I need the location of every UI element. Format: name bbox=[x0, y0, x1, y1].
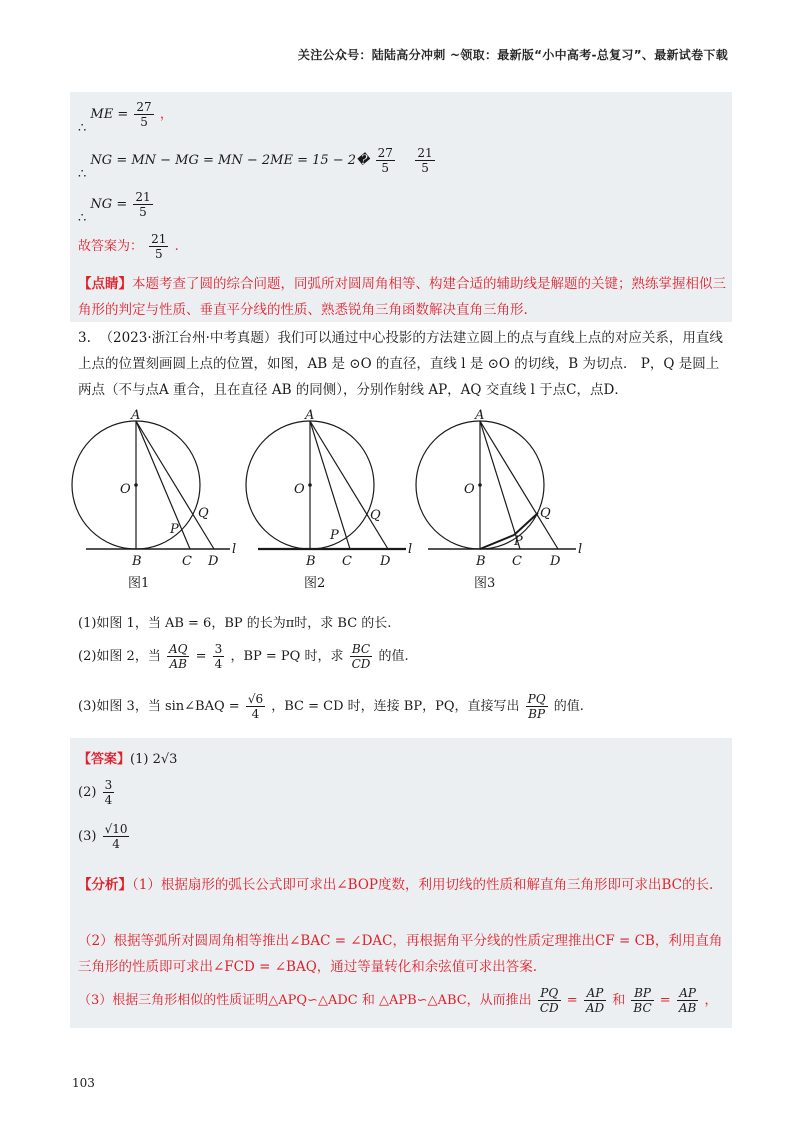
label-C: C bbox=[342, 554, 352, 569]
problem-statement: 3. （2023·浙江台州·中考真题）我们可以通过中心投影的方法建立圆上的点与直线上点的对应关系，用直线上点的位置刻画圆上点的位置，如图，AB 是 ⊙O 的直径，直线 l 是 ⊙O 的切线，B 为切点． P，Q 是圆上两点（不与点A 重合，且在直径 AB 的同侧），分别作射线 AP，AQ 交直线 l 于点C，点D． bbox=[78, 330, 723, 398]
answer-3: (3) $\frac{√10}{4}$ bbox=[78, 822, 128, 851]
label-A: A bbox=[475, 408, 485, 423]
me-line: ∴ ME = $\frac{27}{5}$ ， bbox=[78, 100, 173, 136]
label-D: D bbox=[380, 554, 391, 569]
page-header: 关注公众号：陆陆高分冲刺 ~领取：最新版“小中高考-总复习”、最新试卷下载 bbox=[297, 48, 728, 62]
page-number: 103 bbox=[72, 1076, 95, 1090]
label-Q: Q bbox=[370, 508, 381, 523]
label-P: P bbox=[330, 528, 339, 543]
figure-1 bbox=[72, 408, 236, 569]
label-A: A bbox=[131, 408, 141, 423]
label-O: O bbox=[464, 482, 475, 497]
label-B: B bbox=[132, 554, 142, 569]
analysis-part-2: （2）根据等弧所对圆周角相等推出∠BAC = ∠DAC，再根据角平分线的性质定理推出CF = CB，利用直角三角形的性质即可求出∠FCD = ∠BAQ，通过等量转化和余弦值可求出答案. bbox=[78, 933, 723, 975]
ng-result-line: ∴ NG = $\frac{21}{5}$ bbox=[78, 190, 151, 226]
label-B: B bbox=[476, 554, 486, 569]
label-C: C bbox=[512, 554, 522, 569]
label-O: O bbox=[120, 482, 131, 497]
question-2: (2)如图 2，当 $\frac{AQ}{AB}$ = $\frac{3}{4}$ ，BP = PQ 时，求 $\frac{BC}{CD}$ 的值. bbox=[78, 642, 409, 671]
label-l: l bbox=[232, 542, 237, 557]
label-l: l bbox=[578, 542, 583, 557]
label-l: l bbox=[408, 542, 413, 557]
answer-2: (2) $\frac{3}{4}$ bbox=[78, 778, 113, 807]
answer-line: 故答案为： $\frac{21}{5}$ . bbox=[78, 232, 179, 261]
label-Q: Q bbox=[198, 506, 209, 521]
label-D: D bbox=[550, 554, 561, 569]
caption-fig1: 图1 bbox=[128, 576, 150, 591]
caption-fig2: 图2 bbox=[304, 576, 326, 591]
analysis-part-3: （3）根据三角形相似的性质证明△APQ∽△ADC 和 △APB∽△ABC，从而推出 $\frac{PQ}{CD}$ = $\frac{AP}{AD}$ 和 $\frac{BP}{BC}$ = $\frac{AP}{AB}$ ， bbox=[78, 986, 718, 1015]
analysis-part-1: 【分析】（1）根据扇形的弧长公式即可求出∠BOP度数，利用切线的性质和解直角三角形即可求出BC的长. bbox=[78, 877, 714, 893]
label-A: A bbox=[305, 408, 315, 423]
question-1: (1)如图 1，当 AB = 6，BP 的长为π时，求 BC 的长. bbox=[78, 616, 392, 631]
label-B: B bbox=[306, 554, 316, 569]
answer-1: 【答案】(1) 2√3 bbox=[78, 752, 178, 767]
question-3: (3)如图 3，当 sin∠BAQ = $\frac{√6}{4}$ ，BC = CD 时，连接 BP，PQ，直接写出 $\frac{PQ}{BP}$ 的值. bbox=[78, 692, 584, 721]
comment-paragraph: 【点睛】本题考查了圆的综合问题，同弧所对圆周角相等、构建合适的辅助线是解题的关键；熟练掌握相似三角形的判定与性质、垂直平分线的性质、熟悉锐角三角函数解决直角三角形. bbox=[78, 276, 726, 318]
label-C: C bbox=[182, 554, 192, 569]
caption-fig3: 图3 bbox=[474, 576, 496, 591]
label-P: P bbox=[514, 534, 523, 549]
label-O: O bbox=[294, 482, 305, 497]
label-P: P bbox=[170, 522, 179, 537]
label-Q: Q bbox=[540, 506, 551, 521]
ng-derivation-line: ∴ NG = MN − MG = MN − 2ME = 15 − 2� $\frac{27}{5}$ $\frac{21}{5}$ bbox=[78, 146, 433, 182]
label-D: D bbox=[208, 554, 219, 569]
figure-2 bbox=[246, 408, 412, 569]
geometry-figures bbox=[68, 405, 588, 595]
figure-3 bbox=[416, 408, 582, 569]
